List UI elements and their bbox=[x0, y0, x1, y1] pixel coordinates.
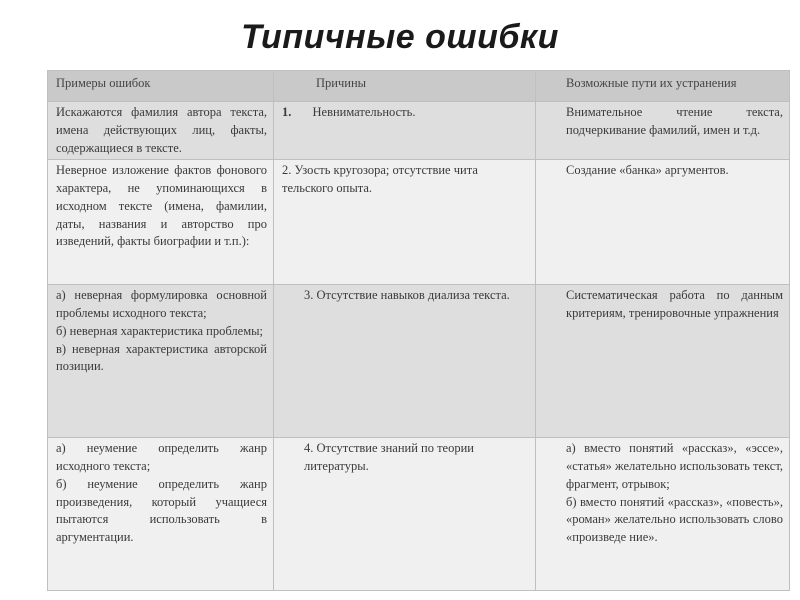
example-cell bbox=[48, 285, 274, 438]
example-text: в) неверная характеристика авторской позиции. bbox=[56, 341, 267, 374]
header-causes: Причины bbox=[274, 71, 536, 102]
remedy-cell bbox=[536, 438, 790, 591]
cause-number: 1. bbox=[282, 105, 292, 119]
example-text: Неверное изложение фактов фонового характера, не упоминающихся в исходном тексте (имена, фамилии, даты, названия и авторство про изведений, факты биографии и т.п.): bbox=[56, 163, 267, 249]
example-text: а) неверная формулировка основной проблемы исходного текста; bbox=[56, 288, 267, 320]
example-cell bbox=[48, 102, 274, 160]
cause-text: 4. Отсутствие знаний по теории литературы. bbox=[304, 441, 474, 473]
cause-cell bbox=[274, 285, 536, 438]
header-remedies: Возможные пути их устранения bbox=[536, 71, 790, 102]
example-text: б) неумение определить жанр произведения, который учащиеся пытаются использовать в аргументации. bbox=[56, 476, 267, 544]
table-header-row bbox=[48, 71, 790, 102]
cause-cell bbox=[274, 160, 536, 285]
table-row bbox=[48, 160, 790, 285]
remedy-cell bbox=[536, 102, 790, 160]
example-cell bbox=[48, 160, 274, 285]
errors-table-container bbox=[47, 70, 789, 591]
cause-number: 2. bbox=[282, 163, 292, 178]
remedy-cell bbox=[536, 160, 790, 285]
example-text: Искажаются фамилия автора текста, имена действующих лиц, факты, содержащиеся в тексте. bbox=[56, 105, 267, 155]
errors-table bbox=[47, 70, 790, 591]
header-examples: Примеры ошибок bbox=[48, 71, 274, 102]
cause-text: 3. Отсутствие навыков диализа текста. bbox=[304, 288, 510, 303]
remedy-text: Систематическая работа по данным критериям, тренировочные упражнения bbox=[566, 288, 783, 320]
remedy-cell bbox=[536, 285, 790, 438]
page-title: Типичные ошибки bbox=[241, 18, 559, 56]
remedy-text: Создание «банка» аргументов. bbox=[566, 163, 729, 178]
cause-text: Узость кругозора; отсутствие чита тельского опыта. bbox=[282, 163, 478, 195]
remedy-text: б) вместо понятий «рассказ», «повесть», «роман» желательно использовать слово «произведе ние». bbox=[566, 494, 783, 544]
cause-cell bbox=[274, 438, 536, 591]
cause-cell bbox=[274, 102, 536, 160]
example-text: а) неумение определить жанр исходного текста; bbox=[56, 441, 267, 473]
table-row bbox=[48, 102, 790, 160]
example-cell bbox=[48, 438, 274, 591]
remedy-text: Внимательное чтение текста, подчеркивание фамилий, имен и т.д. bbox=[566, 105, 783, 137]
cause-text: Невнимательность. bbox=[312, 105, 416, 119]
example-text: б) неверная характеристика проблемы; bbox=[56, 323, 263, 338]
table-row bbox=[48, 438, 790, 591]
remedy-text: а) вместо понятий «рассказ», «эссе», «статья» желательно использовать текст, фрагмент, отрывок; bbox=[566, 441, 783, 491]
table-row bbox=[48, 285, 790, 438]
